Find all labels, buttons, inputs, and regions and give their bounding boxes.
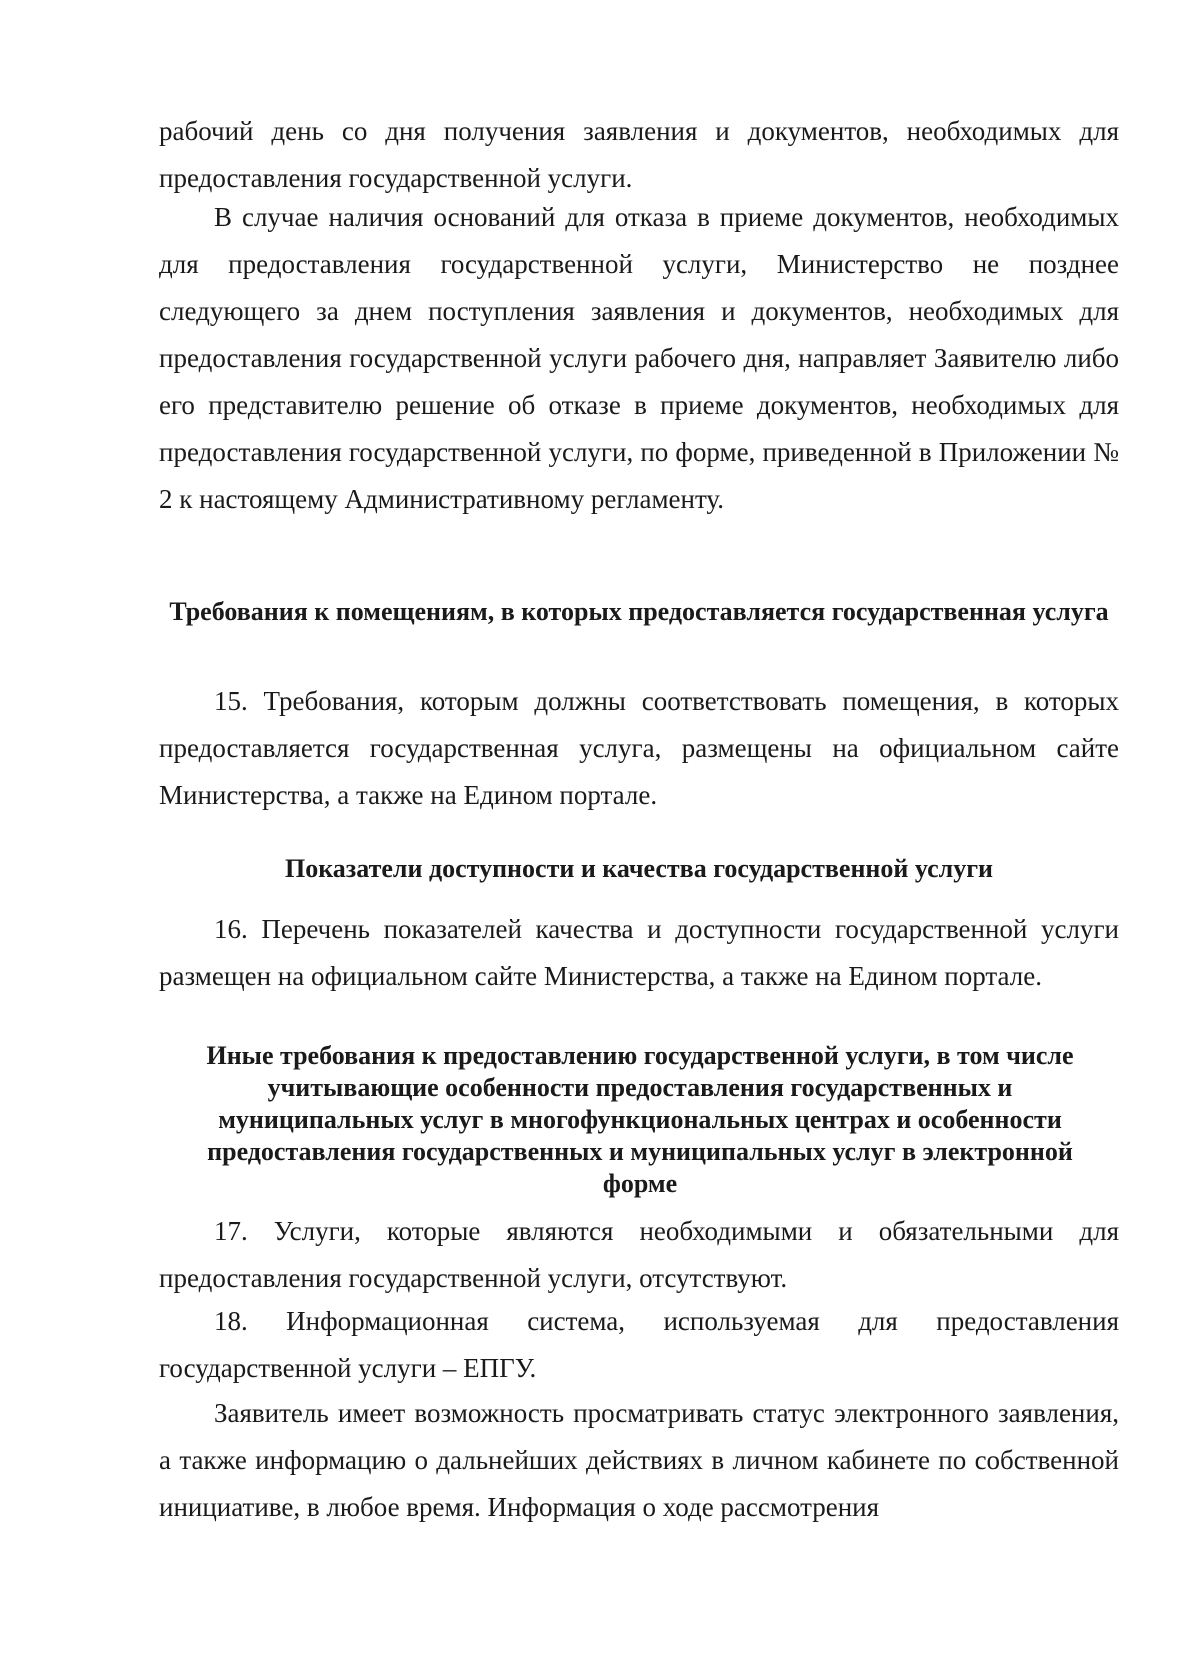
heading-other-requirements: Иные требования к предоставлению государственной услуги, в том числе учитывающие особенности предоставления государственных и муниципальных услуг в многофункциональных центрах и особенности предоставления государственных и муниципальных услуг в электронной форме (206, 1041, 1074, 1198)
paragraph-item-16: 16. Перечень показателей качества и доступности государственной услуги размещен на официальном сайте Министерства, а также на Едином портале. (159, 914, 1119, 991)
paragraph-item-17: 17. Услуги, которые являются необходимыми и обязательными для предоставления государственной услуги, отсутствуют. (159, 1216, 1119, 1293)
paragraph-applicant-status: Заявитель имеет возможность просматривать статус электронного заявления, а также информацию о дальнейших действиях в личном кабинете по собственной инициативе, в любое время. Информация о ходе рассмотрения (159, 1398, 1119, 1522)
paragraph-refusal-grounds: В случае наличия оснований для отказа в приеме документов, необходимых для предоставления государственной услуги, Министерство не позднее следующего за днем поступления заявления и документов, необходимых для предоставления государственной услуги рабочего дня, направляет Заявителю либо его представителю решение об отказе в приеме документов, необходимых для предоставления государственной услуги, по форме, приведенной в Приложении № 2 к настоящему Административному регламенту. (159, 202, 1119, 514)
paragraph-continuation: рабочий день со дня получения заявления и документов, необходимых для предоставления государственной услуги. (159, 116, 1119, 193)
heading-premises-requirements: Требования к помещениям, в которых предоставляется государственная услуга (169, 597, 1109, 626)
paragraph-item-18: 18. Информационная система, используемая для предоставления государственной услуги – ЕПГУ. (159, 1306, 1119, 1383)
heading-accessibility-indicators: Показатели доступности и качества государственной услуги (284, 854, 994, 883)
paragraph-item-15: 15. Требования, которым должны соответствовать помещения, в которых предоставляется государственная услуга, размещены на официальном сайте Министерства, а также на Едином портале. (159, 686, 1119, 810)
